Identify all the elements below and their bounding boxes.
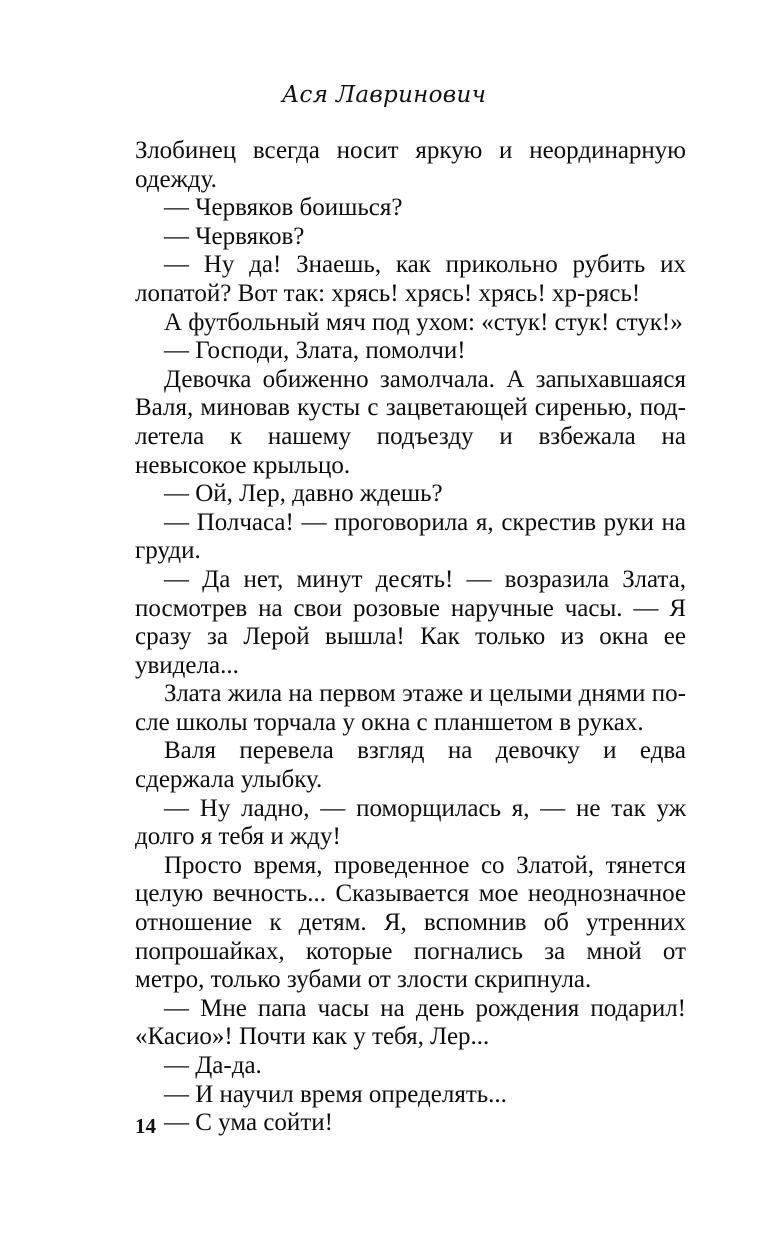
paragraph: Просто время, проведенное со Златой, тянется целую вечность... Сказывается мое неоднозначное отношение к детям. Я, вспомнив об утренних попрошайках, которые погнались за мной от метро, только зубами от злости скрипнула. [135,851,686,994]
paragraph: Злата жила на первом этаже и целыми днями после школы торчала у окна с планшетом в руках. [135,680,686,736]
paragraph: — Да нет, минут десять! — возразила Злата, посмотрев на свои розовые наручные часы. — Я сразу за Лерой вышла! Как только из окна ее увидела... [135,565,686,679]
paragraph: — Ну ладно, — поморщилась я, — не так уж долго я тебя и жду! [135,794,686,851]
paragraph: Злобинец всегда носит яркую и неординарную одежду. [135,137,686,193]
paragraph: — Господи, Злата, помолчи! [164,337,466,365]
paragraph: Валя перевела взгляд на девочку и едва сдержала улыбку. [135,737,686,794]
body-text [135,137,686,1138]
paragraph: — Ой, Лер, давно ждешь? [164,480,443,508]
paragraph: — Червяков боишься? [164,194,403,222]
paragraph: — С ума сойти! [164,1109,333,1137]
paragraph: — И научил время определять... [164,1080,507,1108]
paragraph: — Мне папа часы на день рождения подарил! «Касио»! Почти как у тебя, Лер... [135,994,686,1051]
paragraph: — Ну да! Знаешь, как прикольно рубить их лопатой? Вот так: хрясь! хрясь! хрясь! хр-рясь! [135,251,686,307]
paragraph: Девочка обиженно замолчала. А запыхавшаяся Валя, миновав кусты с зацветающей сиренью, подлетела к нашему подъезду и взбежала на невысокое крыльцо. [135,365,686,479]
paragraph: — Полчаса! — проговорила я, скрестив руки на груди. [135,508,686,565]
running-head-author: Ася Лавринович [281,82,487,108]
paragraph: — Червяков? [164,222,305,250]
paragraph: — Да-да. [164,1052,262,1079]
page-number: 14 [135,1114,156,1138]
paragraph: А футбольный мяч под ухом: «стук! стук! стук!» [164,308,683,336]
